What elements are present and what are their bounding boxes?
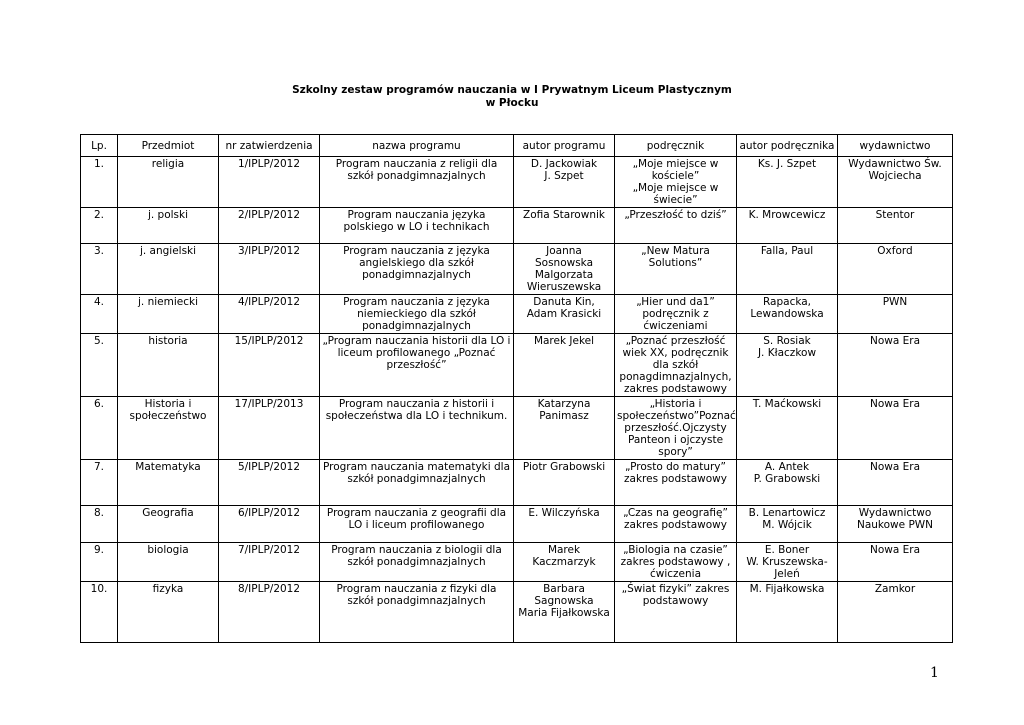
cell-autor-programu-line: Marek Jekel [533, 335, 595, 347]
cell-nazwa-programu [320, 334, 514, 397]
cell-nr-zatwierdzenia: 4/IPLP/2012 [219, 295, 320, 334]
cell-nazwa-programu-line: Program nauczania z religii dla [335, 158, 498, 170]
cell-podrecznik-line: przeszłość.Ojczysty [624, 422, 727, 434]
cell-autor-programu [514, 208, 615, 244]
cell-autor-podrecznika-line: Lewandowska [750, 308, 824, 320]
cell-autor-programu-line: Panimasz [539, 410, 589, 422]
table-row [81, 334, 953, 397]
cell-nazwa-programu-line: Program nauczania języka [347, 209, 486, 221]
cell-autor-programu [514, 460, 615, 506]
cell-nazwa-programu [320, 208, 514, 244]
cell-nazwa-programu-line: Program nauczania z historii i [338, 398, 495, 410]
cell-przedmiot: biologia [118, 543, 219, 582]
cell-podrecznik-line: Panteon i ojczyste [627, 434, 724, 446]
cell-lp: 9. [81, 543, 118, 582]
cell-podrecznik-line: zakres podstawowy [624, 519, 727, 531]
cell-nr-zatwierdzenia: 15/IPLP/2012 [219, 334, 320, 397]
cell-autor-programu-line: J. Szpet [544, 170, 584, 182]
cell-autor-programu [514, 244, 615, 295]
cell-podrecznik-line: wiek XX, podręcznik [622, 347, 729, 359]
cell-nazwa-programu-line: przeszłość” [386, 359, 447, 371]
cell-podrecznik [615, 543, 737, 582]
cell-nr-zatwierdzenia: 6/IPLP/2012 [219, 506, 320, 543]
cell-autor-podrecznika [737, 582, 838, 643]
cell-podrecznik-line: dla szkół [652, 359, 699, 371]
cell-lp: 5. [81, 334, 118, 397]
cell-nazwa-programu-line: Program nauczania matematyki dla [322, 461, 511, 473]
cell-autor-programu [514, 157, 615, 208]
cell-nazwa-programu [320, 244, 514, 295]
cell-autor-programu-line: Maria Fijałkowska [518, 607, 610, 619]
cell-nazwa-programu [320, 506, 514, 543]
cell-nazwa-programu [320, 295, 514, 334]
cell-nazwa-programu [320, 460, 514, 506]
page-number: 1 [930, 665, 939, 681]
cell-nazwa-programu [320, 543, 514, 582]
cell-autor-podrecznika [737, 208, 838, 244]
cell-autor-programu [514, 582, 615, 643]
header-lp: Lp. [81, 135, 118, 157]
cell-wydawnictwo-line: Zamkor [874, 583, 916, 595]
cell-podrecznik-line: „Czas na geografię” [623, 507, 728, 519]
cell-podrecznik-line: „Biologia na czasie” [623, 544, 728, 556]
cell-nazwa-programu [320, 582, 514, 643]
cell-wydawnictwo [838, 543, 953, 582]
cell-autor-podrecznika [737, 244, 838, 295]
table-row [81, 543, 953, 582]
cell-podrecznik-line: „Świat fizyki” zakres [621, 583, 730, 595]
cell-podrecznik [615, 244, 737, 295]
cell-autor-podrecznika-line: Rapacka, [762, 296, 812, 308]
programs-table [80, 134, 953, 643]
header-autor-podrecznika: autor podręcznika [737, 135, 838, 157]
cell-autor-podrecznika-line: A. Antek [764, 461, 810, 473]
cell-autor-programu-line: D. Jackowiak [530, 158, 598, 170]
cell-przedmiot-line: społeczeństwo [129, 410, 207, 422]
cell-autor-programu [514, 334, 615, 397]
cell-przedmiot: j. niemiecki [118, 295, 219, 334]
cell-lp: 6. [81, 397, 118, 460]
cell-nazwa-programu-line: Program nauczania z języka [343, 296, 490, 308]
cell-nr-zatwierdzenia: 17/IPLP/2013 [219, 397, 320, 460]
cell-autor-podrecznika-line: B. Lenartowicz [748, 507, 826, 519]
header-autor-programu: autor programu [514, 135, 615, 157]
cell-nazwa-programu-line: ponadgimnazjalnych [362, 320, 471, 332]
table-row [81, 157, 953, 208]
cell-podrecznik-line: „Moje miejsce w [632, 182, 719, 194]
cell-autor-podrecznika-line: Jeleń [774, 568, 800, 580]
cell-podrecznik-line: „Hier und da1” [636, 296, 715, 308]
cell-autor-programu-line: E. Wilczyńska [528, 507, 600, 519]
cell-przedmiot: religia [118, 157, 219, 208]
cell-lp: 8. [81, 506, 118, 543]
cell-autor-programu-line: Piotr Grabowski [522, 461, 606, 473]
cell-autor-podrecznika-line: T. Maćkowski [752, 398, 822, 410]
cell-nazwa-programu-line: Program nauczania z biologii dla [331, 544, 502, 556]
cell-autor-programu-line: Adam Krasicki [526, 308, 602, 320]
cell-wydawnictwo [838, 208, 953, 244]
cell-wydawnictwo-line: Nowa Era [869, 544, 921, 556]
cell-nazwa-programu-line: Program nauczania z języka [343, 245, 490, 257]
cell-nazwa-programu-line: szkół ponadgimnazjalnych [347, 595, 486, 607]
cell-nazwa-programu-line: szkół ponadgimnazjalnych [347, 556, 486, 568]
cell-podrecznik-line: Solutions” [648, 257, 703, 269]
cell-nr-zatwierdzenia: 7/IPLP/2012 [219, 543, 320, 582]
cell-autor-programu-line: Katarzyna [537, 398, 591, 410]
cell-autor-programu-line: Danuta Kin, [533, 296, 595, 308]
cell-wydawnictwo-line: Stentor [875, 209, 915, 221]
cell-nazwa-programu-line: szkół ponadgimnazjalnych [347, 473, 486, 485]
table-row [81, 397, 953, 460]
cell-autor-podrecznika [737, 506, 838, 543]
cell-autor-podrecznika-line: M. Fijałkowska [749, 583, 825, 595]
cell-autor-programu [514, 506, 615, 543]
cell-podrecznik-line: podstawowy [642, 595, 709, 607]
cell-lp: 3. [81, 244, 118, 295]
cell-nazwa-programu-line: społeczeństwa dla LO i technikum. [325, 410, 508, 422]
cell-nr-zatwierdzenia: 8/IPLP/2012 [219, 582, 320, 643]
cell-wydawnictwo [838, 295, 953, 334]
cell-podrecznik-line: ponagdimnazjalnych, [619, 371, 732, 383]
cell-nr-zatwierdzenia: 1/IPLP/2012 [219, 157, 320, 208]
cell-nazwa-programu-line: liceum profilowanego „Poznać [337, 347, 496, 359]
cell-przedmiot: fizyka [118, 582, 219, 643]
cell-nazwa-programu-line: niemieckiego dla szkół [357, 308, 476, 320]
cell-podrecznik-line: spory” [658, 446, 693, 458]
cell-wydawnictwo-line: Wydawnictwo [858, 507, 932, 519]
cell-autor-programu [514, 397, 615, 460]
cell-lp: 1. [81, 157, 118, 208]
cell-wydawnictwo [838, 582, 953, 643]
cell-podrecznik [615, 397, 737, 460]
title-line-1: Szkolny zestaw programów nauczania w I Prywatnym Liceum Plastycznym [292, 84, 732, 96]
header-przedmiot: Przedmiot [118, 135, 219, 157]
cell-przedmiot [118, 397, 219, 460]
cell-wydawnictwo-line: PWN [882, 296, 908, 308]
cell-wydawnictwo [838, 506, 953, 543]
cell-wydawnictwo-line: Nowa Era [869, 398, 921, 410]
cell-autor-podrecznika-line: K. Mrowcewicz [748, 209, 826, 221]
header-podrecznik: podręcznik [615, 135, 737, 157]
header-nr-zatwierdzenia: nr zatwierdzenia [219, 135, 320, 157]
cell-autor-programu-line: Kaczmarzyk [532, 556, 596, 568]
cell-nazwa-programu [320, 397, 514, 460]
cell-podrecznik [615, 334, 737, 397]
cell-podrecznik-line: „Przeszłość to dziś” [624, 209, 727, 221]
cell-nazwa-programu [320, 157, 514, 208]
cell-nazwa-programu-line: „Program nauczania historii dla LO i [322, 335, 511, 347]
cell-przedmiot: j. angielski [118, 244, 219, 295]
cell-lp: 2. [81, 208, 118, 244]
cell-autor-programu [514, 543, 615, 582]
cell-wydawnictwo [838, 334, 953, 397]
cell-autor-podrecznika [737, 295, 838, 334]
cell-autor-podrecznika-line: Falla, Paul [760, 245, 814, 257]
cell-autor-programu-line: Barbara [543, 583, 585, 595]
cell-przedmiot-line: Historia i [144, 398, 192, 410]
cell-wydawnictwo-line: Naukowe PWN [856, 519, 934, 531]
cell-nazwa-programu-line: angielskiego dla szkół [359, 257, 474, 269]
cell-przedmiot: Matematyka [118, 460, 219, 506]
cell-podrecznik-line: „Historia i [649, 398, 702, 410]
cell-nr-zatwierdzenia: 5/IPLP/2012 [219, 460, 320, 506]
cell-podrecznik-line: świecie” [653, 194, 698, 206]
cell-autor-programu-line: Wieruszewska [526, 281, 602, 293]
cell-autor-podrecznika [737, 334, 838, 397]
cell-autor-programu [514, 295, 615, 334]
cell-lp: 4. [81, 295, 118, 334]
title-line-2: w Płocku [485, 97, 539, 109]
cell-autor-programu-line: Sagnowska [534, 595, 594, 607]
cell-nazwa-programu-line: Program nauczania z geografii dla [326, 507, 507, 519]
header-nazwa-programu: nazwa programu [320, 135, 514, 157]
cell-nazwa-programu-line: szkół ponadgimnazjalnych [347, 170, 486, 182]
cell-autor-programu-line: Sosnowska [534, 257, 594, 269]
cell-przedmiot: Geografia [118, 506, 219, 543]
cell-przedmiot: j. polski [118, 208, 219, 244]
cell-podrecznik-line: zakres podstawowy [624, 473, 727, 485]
cell-autor-programu-line: Malgorzata [534, 269, 594, 281]
cell-wydawnictwo-line: Wojciecha [868, 170, 922, 182]
cell-podrecznik [615, 208, 737, 244]
cell-autor-podrecznika-line: Ks. J. Szpet [757, 158, 817, 170]
cell-podrecznik [615, 460, 737, 506]
cell-podrecznik [615, 506, 737, 543]
table-row [81, 460, 953, 506]
cell-autor-programu-line: Joanna [546, 245, 582, 257]
cell-podrecznik [615, 582, 737, 643]
cell-autor-podrecznika [737, 460, 838, 506]
cell-autor-podrecznika [737, 397, 838, 460]
cell-podrecznik-line: „New Matura [641, 245, 710, 257]
cell-podrecznik-line: podręcznik z [642, 308, 709, 320]
table-row [81, 582, 953, 643]
cell-nazwa-programu-line: LO i liceum profilowanego [348, 519, 485, 531]
cell-podrecznik-line: społeczeństwo”Poznać [617, 410, 736, 422]
cell-wydawnictwo [838, 157, 953, 208]
cell-autor-podrecznika-line: E. Boner [764, 544, 810, 556]
cell-wydawnictwo [838, 244, 953, 295]
cell-autor-programu-line: Zofia Starownik [523, 209, 605, 221]
cell-podrecznik-line: kościele” [651, 170, 700, 182]
document-title [0, 84, 1024, 110]
cell-nr-zatwierdzenia: 3/IPLP/2012 [219, 244, 320, 295]
cell-wydawnictwo [838, 460, 953, 506]
cell-podrecznik-line: zakres podstawowy [624, 383, 727, 395]
cell-podrecznik-line: ćwiczenia [649, 568, 702, 580]
table-row [81, 295, 953, 334]
cell-wydawnictwo-line: Nowa Era [869, 461, 921, 473]
cell-wydawnictwo-line: Nowa Era [869, 335, 921, 347]
table-row [81, 208, 953, 244]
cell-podrecznik [615, 157, 737, 208]
cell-podrecznik-line: „Prosto do matury” [625, 461, 726, 473]
cell-autor-programu-line: Marek [547, 544, 581, 556]
table-row [81, 244, 953, 295]
header-wydawnictwo: wydawnictwo [838, 135, 953, 157]
cell-podrecznik [615, 295, 737, 334]
table-body [81, 157, 953, 643]
cell-wydawnictwo-line: Wydawnictwo Św. [848, 158, 942, 170]
cell-autor-podrecznika-line: W. Kruszewska- [746, 556, 828, 568]
cell-nazwa-programu-line: polskiego w LO i technikach [343, 221, 490, 233]
cell-lp: 10. [81, 582, 118, 643]
cell-podrecznik-line: zakres podstawowy , [620, 556, 731, 568]
cell-wydawnictwo-line: Oxford [877, 245, 913, 257]
cell-przedmiot: historia [118, 334, 219, 397]
cell-autor-podrecznika-line: J. Kłaczkow [757, 347, 817, 359]
cell-wydawnictwo [838, 397, 953, 460]
cell-autor-podrecznika-line: P. Grabowski [753, 473, 821, 485]
cell-nazwa-programu-line: Program nauczania z fizyki dla [336, 583, 497, 595]
table-header-row [81, 135, 953, 157]
cell-autor-podrecznika-line: M. Wójcik [762, 519, 812, 531]
cell-nr-zatwierdzenia: 2/IPLP/2012 [219, 208, 320, 244]
cell-autor-podrecznika-line: S. Rosiak [763, 335, 811, 347]
cell-nazwa-programu-line: ponadgimnazjalnych [362, 269, 471, 281]
cell-podrecznik-line: ćwiczeniami [643, 320, 708, 332]
cell-podrecznik-line: „Poznać przeszłość [625, 335, 726, 347]
cell-lp: 7. [81, 460, 118, 506]
cell-podrecznik-line: „Moje miejsce w [632, 158, 719, 170]
table-row [81, 506, 953, 543]
cell-autor-podrecznika [737, 543, 838, 582]
cell-autor-podrecznika [737, 157, 838, 208]
